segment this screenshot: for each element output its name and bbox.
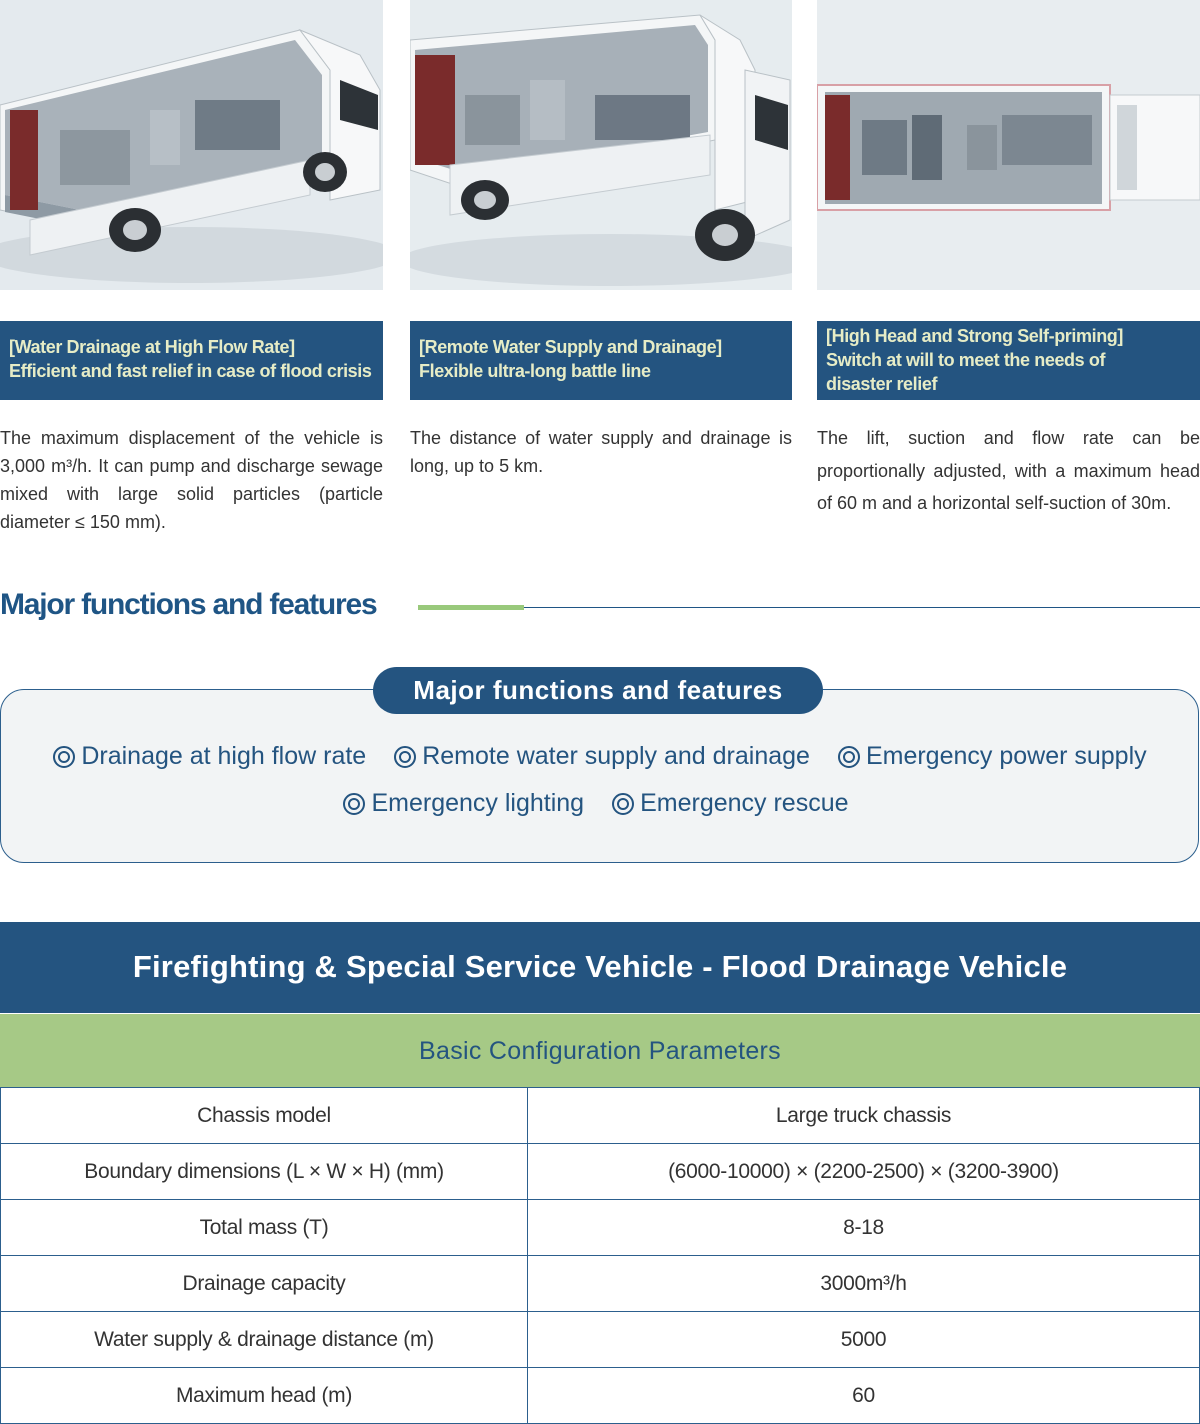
table-cell-value: 8-18 <box>843 1215 884 1239</box>
table-cell-key: Drainage capacity <box>1 1256 528 1311</box>
table-row <box>1 1312 1199 1368</box>
table-row <box>1 1368 1199 1424</box>
table-row <box>1 1144 1199 1200</box>
table-cell-key: Chassis model <box>1 1088 528 1143</box>
feature-item <box>838 742 1147 771</box>
features-box-title: Major functions and features <box>373 667 823 714</box>
feature-description: The maximum displacement of the vehicle is 3,000 m³/h. It can pump and discharge sewage mixed with large solid particles (particle diameter ≤ 150 mm). <box>0 428 383 532</box>
banner-line: [Remote Water Supply and Drainage] <box>419 337 722 357</box>
table-row <box>1 1200 1199 1256</box>
spec-table-title: Firefighting & Special Service Vehicle - Flood Drainage Vehicle <box>0 922 1200 1013</box>
feature-item-label: Remote water supply and drainage <box>422 742 810 770</box>
section-title: Major functions and features <box>0 588 377 621</box>
feature-banner <box>817 321 1200 400</box>
banner-line: [Water Drainage at High Flow Rate] <box>9 337 295 357</box>
table-cell-value: 5000 <box>840 1327 887 1351</box>
feature-item <box>612 789 848 818</box>
table-cell-key: Boundary dimensions (L × W × H) (mm) <box>1 1144 528 1199</box>
feature-item <box>343 789 584 818</box>
table-row <box>1 1088 1199 1144</box>
feature-banner <box>0 321 383 400</box>
features-row <box>0 789 1196 818</box>
table-cell-key: Water supply & drainage distance (m) <box>1 1312 528 1367</box>
feature-description: The lift, suction and flow rate can be proportionally adjusted, with a maximum head of 60 m and a horizontal self-suction of 30m. <box>817 428 1200 513</box>
table-row <box>1 1256 1199 1312</box>
double-circle-bullet-icon <box>838 746 860 768</box>
banner-line: Switch at will to meet the needs of <box>826 350 1106 370</box>
feature-item <box>53 742 366 771</box>
spec-table-body <box>0 1087 1200 1424</box>
banner-line: [High Head and Strong Self-priming] <box>826 326 1123 346</box>
feature-description: The distance of water supply and drainage is long, up to 5 km. <box>410 428 792 476</box>
feature-banner <box>410 321 792 400</box>
section-divider-accent <box>418 605 524 610</box>
spec-table-subtitle: Basic Configuration Parameters <box>0 1013 1200 1087</box>
table-cell-key: Maximum head (m) <box>1 1368 528 1423</box>
truck-photo-top-view <box>817 0 1200 290</box>
truck-photo-side-view <box>0 0 383 290</box>
features-row <box>0 742 1200 771</box>
truck-photo-angled-view <box>410 0 792 290</box>
double-circle-bullet-icon <box>53 746 75 768</box>
spec-table <box>0 922 1200 1424</box>
table-cell-value: 3000m³/h <box>820 1271 907 1295</box>
feature-item-label: Emergency rescue <box>640 789 849 817</box>
double-circle-bullet-icon <box>394 746 416 768</box>
banner-line: Flexible ultra-long battle line <box>419 361 651 381</box>
double-circle-bullet-icon <box>343 793 365 815</box>
feature-item-label: Drainage at high flow rate <box>81 742 367 770</box>
double-circle-bullet-icon <box>612 793 634 815</box>
banner-line: disaster relief <box>826 374 938 394</box>
section-divider-line <box>524 607 1200 608</box>
table-cell-value: Large truck chassis <box>775 1103 952 1127</box>
feature-item-label: Emergency power supply <box>865 742 1147 770</box>
table-cell-key: Total mass (T) <box>1 1200 528 1255</box>
feature-item <box>394 742 810 771</box>
feature-item-label: Emergency lighting <box>371 789 585 817</box>
table-cell-value: 60 <box>852 1383 875 1407</box>
banner-line: Efficient and fast relief in case of flood crisis <box>9 361 372 381</box>
table-cell-value: (6000-10000) × (2200-2500) × (3200-3900) <box>668 1159 1059 1183</box>
features-box <box>0 689 1199 863</box>
